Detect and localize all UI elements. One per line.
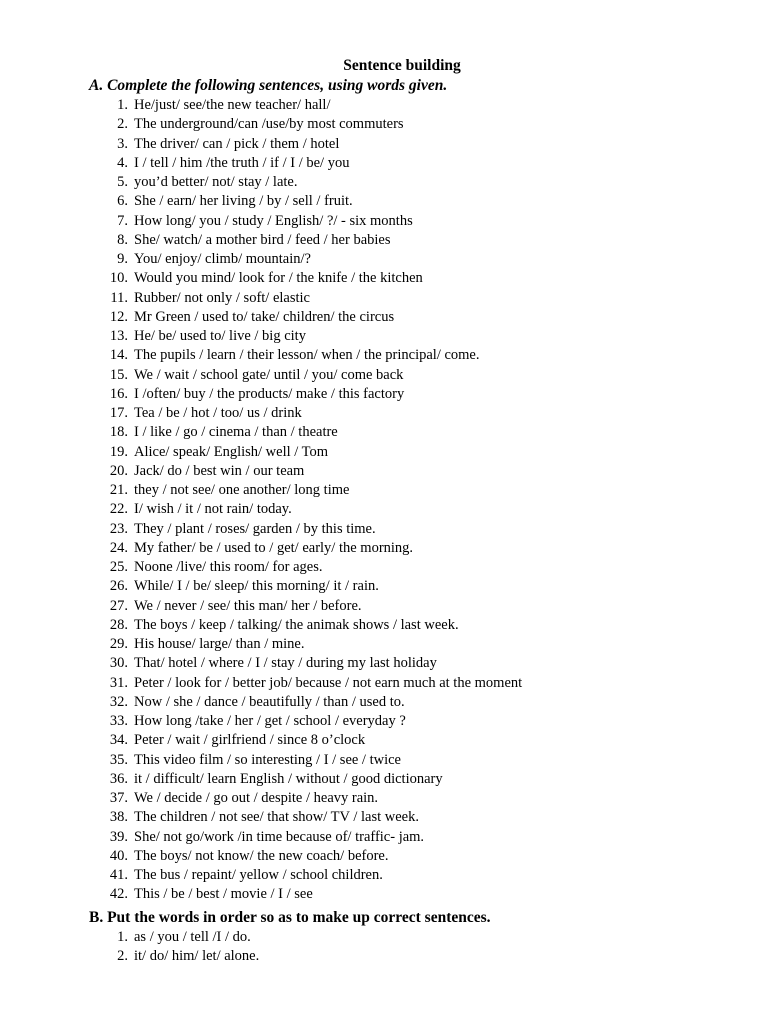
- item-text: they / not see/ one another/ long time: [134, 482, 350, 498]
- list-item: [0, 404, 768, 423]
- item-number: 28.: [109, 616, 128, 633]
- item-text: Alice/ speak/ English/ well / Tom: [134, 443, 329, 460]
- item-text: Mr Green / used to/ take/ children/ the circus: [134, 308, 395, 325]
- item-number: 2.: [117, 116, 128, 133]
- list-item: [0, 520, 768, 539]
- item-text: Would you mind/ look for / the knife / the kitchen: [134, 270, 423, 287]
- section-b-list: [0, 928, 768, 967]
- item-number: 7.: [117, 212, 128, 229]
- item-text: I/ wish / it / not rain/ today.: [134, 501, 292, 518]
- item-text: How long/ you / study / English/ ?/ - six months: [134, 212, 413, 229]
- item-text: We / never / see/ this man/ her / before.: [134, 597, 362, 614]
- list-item: [0, 115, 768, 134]
- item-number: 3.: [117, 135, 128, 152]
- list-item: [0, 654, 768, 673]
- item-text: Rubber/ not only / soft/ elastic: [134, 289, 310, 306]
- list-item: [0, 693, 768, 712]
- list-item: [0, 481, 768, 500]
- list-item: [0, 885, 768, 904]
- item-number: 19.: [109, 443, 128, 460]
- list-item: [0, 674, 768, 693]
- list-item: [0, 173, 768, 192]
- item-number: 34.: [109, 732, 128, 749]
- item-text: How long /take / her / get / school / everyday ?: [134, 713, 406, 729]
- item-text: I / like / go / cinema / than / theatre: [134, 424, 338, 441]
- item-text: He/ be/ used to/ live / big city: [134, 328, 306, 344]
- item-text: She/ watch/ a mother bird / feed / her babies: [134, 231, 391, 248]
- list-item: [0, 928, 768, 947]
- item-text: Jack/ do / best win / our team: [134, 462, 305, 479]
- list-item: [0, 154, 768, 173]
- item-number: 29.: [109, 636, 128, 652]
- list-item: [0, 539, 768, 558]
- item-number: 37.: [109, 790, 128, 806]
- list-item: [0, 96, 768, 115]
- item-number: 31.: [109, 674, 128, 691]
- item-text: you’d better/ not/ stay / late.: [134, 174, 298, 190]
- item-number: 10.: [109, 270, 128, 287]
- item-number: 5.: [117, 174, 128, 190]
- list-item: [0, 443, 768, 462]
- section-a-heading: A. Complete the following sentences, using words given.: [89, 77, 448, 94]
- list-item: [0, 828, 768, 847]
- item-text: She/ not go/work /in time because of/ traffic- jam.: [134, 828, 425, 845]
- item-text: That/ hotel / where / I / stay / during my last holiday: [134, 655, 437, 672]
- item-text: Tea / be / hot / too/ us / drink: [134, 405, 302, 421]
- item-number: 15.: [109, 366, 128, 383]
- item-number: 14.: [109, 347, 128, 364]
- list-item: [0, 808, 768, 827]
- item-number: 16.: [109, 385, 128, 402]
- item-number: 25.: [109, 559, 128, 575]
- item-text: I / tell / him /the truth / if / I / be/ you: [134, 154, 350, 171]
- item-number: 36.: [109, 770, 128, 787]
- list-item: [0, 135, 768, 154]
- item-number: 38.: [109, 809, 128, 826]
- list-item: [0, 231, 768, 250]
- item-number: 18.: [109, 424, 128, 441]
- item-number: 9.: [117, 251, 128, 267]
- item-number: 23.: [109, 520, 128, 537]
- list-item: [0, 366, 768, 385]
- section-b-heading: B. Put the words in order so as to make up correct sentences.: [89, 909, 491, 926]
- item-text: This / be / best / movie / I / see: [134, 886, 313, 903]
- item-number: 20.: [109, 462, 128, 479]
- list-item: [0, 731, 768, 750]
- item-number: 35.: [109, 751, 128, 768]
- item-text: You/ enjoy/ climb/ mountain/?: [134, 251, 311, 267]
- item-number: 8.: [117, 231, 128, 248]
- list-item: [0, 597, 768, 616]
- list-item: [0, 635, 768, 654]
- list-item: [0, 250, 768, 269]
- item-text: The boys/ not know/ the new coach/ before.: [134, 847, 389, 864]
- item-number: 17.: [109, 405, 128, 421]
- item-number: 30.: [109, 655, 128, 672]
- item-text: Noone /live/ this room/ for ages.: [134, 559, 323, 575]
- item-text: it/ do/ him/ let/ alone.: [134, 948, 260, 965]
- item-number: 21.: [109, 482, 128, 498]
- list-item: [0, 866, 768, 885]
- item-text: The driver/ can / pick / them / hotel: [134, 135, 340, 152]
- list-item: [0, 327, 768, 346]
- list-item: [0, 423, 768, 442]
- list-item: [0, 212, 768, 231]
- item-number: 1.: [117, 929, 128, 945]
- item-number: 32.: [109, 693, 128, 710]
- item-text: The boys / keep / talking/ the animak shows / last week.: [134, 616, 459, 633]
- list-item: [0, 346, 768, 365]
- section-a-list: [0, 96, 768, 905]
- item-number: 12.: [109, 308, 128, 325]
- item-number: 27.: [109, 597, 128, 614]
- list-item: [0, 789, 768, 808]
- list-item: [0, 616, 768, 635]
- item-text: Peter / wait / girlfriend / since 8 o’clock: [134, 732, 366, 749]
- item-text: They / plant / roses/ garden / by this time.: [134, 520, 376, 537]
- item-number: 22.: [109, 501, 128, 518]
- list-item: [0, 577, 768, 596]
- item-text: it / difficult/ learn English / without / good dictionary: [134, 770, 443, 787]
- item-text: The bus / repaint/ yellow / school children.: [134, 867, 383, 883]
- item-number: 41.: [109, 867, 128, 883]
- item-number: 13.: [109, 328, 128, 344]
- item-text: She / earn/ her living / by / sell / fruit.: [134, 193, 353, 210]
- item-number: 1.: [117, 97, 128, 113]
- item-text: While/ I / be/ sleep/ this morning/ it / rain.: [134, 578, 379, 595]
- item-number: 11.: [110, 289, 128, 306]
- item-number: 33.: [109, 713, 128, 729]
- list-item: [0, 500, 768, 519]
- item-text: as / you / tell /I / do.: [134, 929, 251, 945]
- item-text: This video film / so interesting / I / see / twice: [134, 751, 401, 768]
- item-number: 4.: [117, 154, 128, 171]
- page-title: Sentence building: [343, 57, 461, 74]
- item-text: My father/ be / used to / get/ early/ the morning.: [134, 539, 414, 556]
- list-item: [0, 385, 768, 404]
- item-text: His house/ large/ than / mine.: [134, 636, 305, 652]
- item-number: 26.: [109, 578, 128, 595]
- item-text: The underground/can /use/by most commuters: [134, 116, 404, 133]
- item-text: The children / not see/ that show/ TV / last week.: [134, 809, 419, 826]
- item-text: We / decide / go out / despite / heavy rain.: [134, 790, 379, 806]
- list-item: [0, 558, 768, 577]
- item-number: 42.: [109, 886, 128, 903]
- item-text: I /often/ buy / the products/ make / this factory: [134, 385, 405, 402]
- item-number: 2.: [117, 948, 128, 965]
- list-item: [0, 289, 768, 308]
- item-number: 40.: [109, 847, 128, 864]
- item-text: Peter / look for / better job/ because / not earn much at the moment: [134, 674, 523, 691]
- item-text: We / wait / school gate/ until / you/ come back: [134, 366, 404, 383]
- list-item: [0, 770, 768, 789]
- list-item: [0, 192, 768, 211]
- item-text: Now / she / dance / beautifully / than / used to.: [134, 693, 405, 710]
- list-item: [0, 751, 768, 770]
- item-number: 6.: [117, 193, 128, 210]
- item-number: 39.: [109, 828, 128, 845]
- list-item: [0, 712, 768, 731]
- list-item: [0, 269, 768, 288]
- item-text: He/just/ see/the new teacher/ hall/: [134, 97, 331, 113]
- list-item: [0, 947, 768, 966]
- list-item: [0, 847, 768, 866]
- item-text: The pupils / learn / their lesson/ when / the principal/ come.: [134, 347, 480, 364]
- list-item: [0, 308, 768, 327]
- list-item: [0, 462, 768, 481]
- item-number: 24.: [109, 539, 128, 556]
